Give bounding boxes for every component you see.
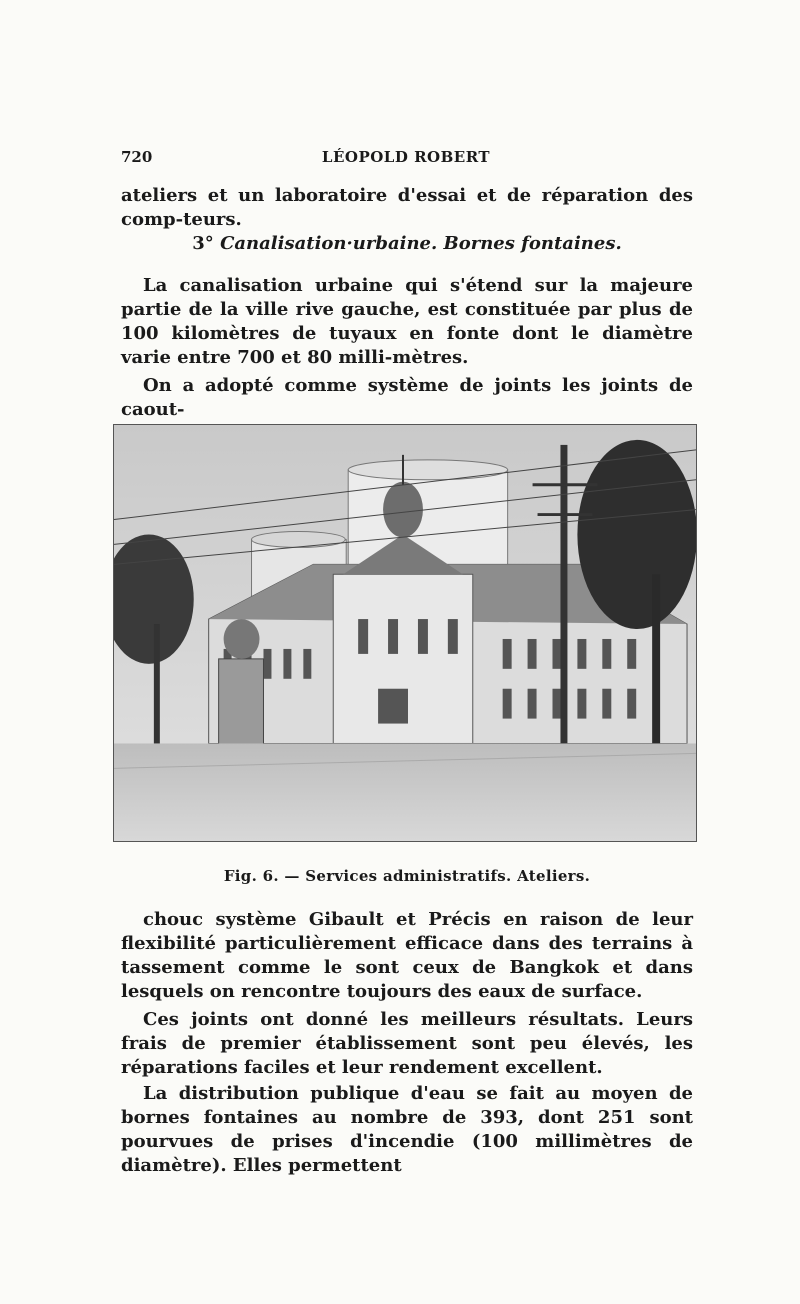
paragraph-4: chouc système Gibault et Précis en raison de leur flexibilité particulièrement efficace dans des terrains à tassement comme le sont ceux de Bangkok et dans lesquels on rencontre toujours des eaux de surface. — [121, 909, 693, 1002]
figure-photograph — [113, 424, 697, 842]
running-title: LÉOPOLD ROBERT — [321, 148, 491, 166]
figure-caption: Fig. 6. — Services administratifs. Ateliers. — [223, 867, 591, 885]
section-heading — [121, 232, 693, 256]
paragraph-6: La distribution publique d'eau se fait au moyen de bornes fontaines au nombre de 393, dont 251 sont pourvues de prises d'incendie (100 millimètres de diamètre). Elles permettent — [121, 1083, 693, 1176]
building-photograph — [114, 425, 696, 841]
paragraph-2: La canalisation urbaine qui s'étend sur la majeure partie de la ville rive gauche, est constituée par plus de 100 kilomètres de tuyaux en fonte dont le diamètre varie entre 700 et 80 milli-mètres. — [121, 275, 693, 368]
section-number: 3° — [192, 233, 214, 254]
section-title: Canalisation·urbaine. Bornes fontaines. — [220, 233, 622, 254]
page-header — [121, 148, 691, 170]
paragraph-1: ateliers et un laboratoire d'essai et de réparation des comp-teurs. — [121, 185, 693, 230]
paragraph-5: Ces joints ont donné les meilleurs résultats. Leurs frais de premier établissement sont peu élevés, les réparations faciles et leur rendement excellent. — [121, 1009, 693, 1078]
page-number: 720 — [121, 148, 153, 166]
paragraph-3: On a adopté comme système de joints les joints de caout- — [121, 375, 693, 420]
